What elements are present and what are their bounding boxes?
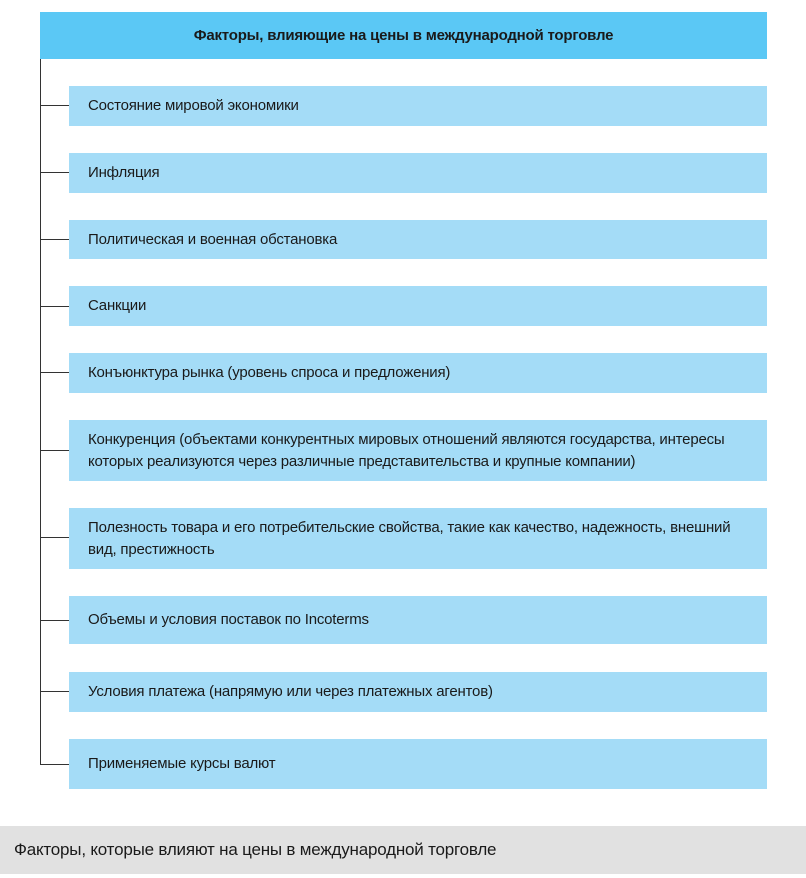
connector-branch <box>40 691 69 692</box>
factor-box-exchange-rates: Применяемые курсы валют <box>69 739 767 789</box>
connector-branch <box>40 105 69 106</box>
figure-caption: Факторы, которые влияют на цены в международной торговле <box>0 826 806 874</box>
factor-box-incoterms: Объемы и условия поставок по Incoterms <box>69 596 767 644</box>
connector-branch <box>40 764 69 765</box>
factor-box-product-utility: Полезность товара и его потребительские свойства, такие как качество, надежность, внешний вид, престижность <box>69 508 767 569</box>
factor-box-inflation: Инфляция <box>69 153 767 193</box>
factor-box-sanctions: Санкции <box>69 286 767 326</box>
factor-box-political-situation: Политическая и военная обстановка <box>69 220 767 259</box>
factor-box-market-conditions: Конъюнктура рынка (уровень спроса и предложения) <box>69 353 767 393</box>
connector-branch <box>40 372 69 373</box>
connector-branch <box>40 239 69 240</box>
factor-box-competition: Конкуренция (объектами конкурентных мировых отношений являются государства, интересы которых реализуются через различные представительства и крупные компании) <box>69 420 767 481</box>
connector-branch <box>40 172 69 173</box>
factor-box-world-economy: Состояние мировой экономики <box>69 86 767 126</box>
connector-branch <box>40 537 69 538</box>
connector-branch <box>40 306 69 307</box>
connector-trunk <box>40 59 41 765</box>
diagram-title: Факторы, влияющие на цены в международной торговле <box>40 12 767 59</box>
connector-branch <box>40 450 69 451</box>
factor-box-payment-terms: Условия платежа (напрямую или через платежных агентов) <box>69 672 767 712</box>
connector-branch <box>40 620 69 621</box>
